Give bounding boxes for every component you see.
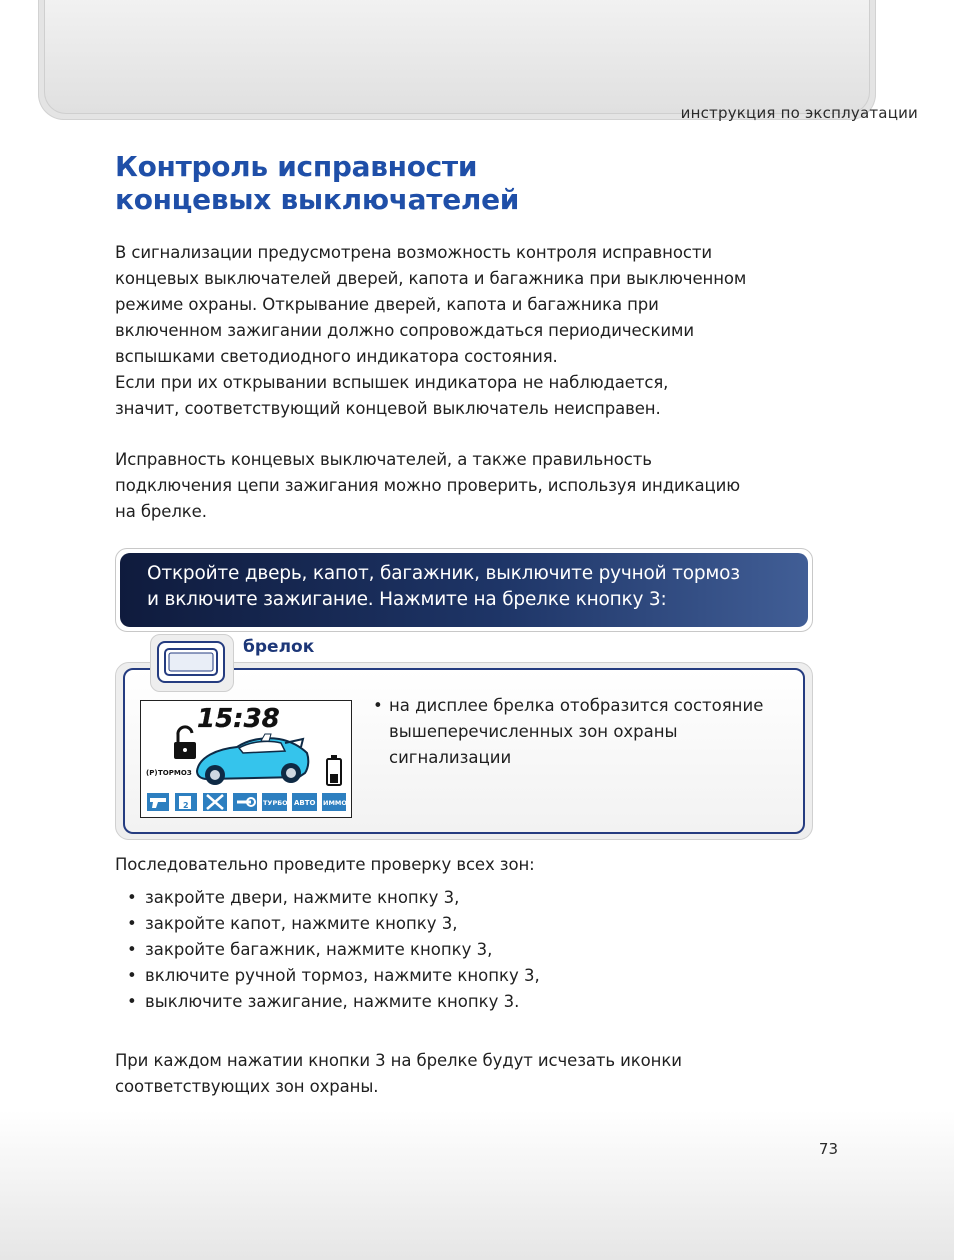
- text-line: вспышками светодиодного индикатора состояния.: [115, 347, 558, 366]
- text-line: В сигнализации предусмотрена возможность контроля исправности: [115, 243, 712, 262]
- instruction-line: Откройте дверь, капот, багажник, выключите ручной тормоз: [147, 563, 740, 584]
- text-line: включенном зажигании должно сопровождаться периодическими: [115, 321, 694, 340]
- turbo-label: ТУРБО: [263, 799, 288, 807]
- fob-panel-bullet-text: [389, 693, 803, 771]
- door-zone-number: 2: [183, 801, 189, 810]
- immo-badge: [322, 793, 347, 811]
- text-line: концевых выключателей дверей, капота и багажника при выключенном: [115, 269, 747, 288]
- text-line: подключения цепи зажигания можно проверить, используя индикацию: [115, 476, 741, 495]
- brake-symbol: (P): [146, 769, 158, 777]
- wrench-icon: [233, 793, 257, 811]
- padlock-open-icon: [174, 727, 196, 759]
- list-item: • включите ручной тормоз, нажмите кнопку 3,: [127, 963, 540, 989]
- list-item: • закройте двери, нажмите кнопку 3,: [127, 885, 540, 911]
- instruction-banner-fill: [120, 553, 808, 627]
- text-line: При каждом нажатии кнопки 3 на брелке будут исчезать иконки: [115, 1051, 682, 1070]
- battery-icon: [327, 755, 341, 785]
- door-icon: [175, 793, 197, 811]
- bullet-marker: •: [373, 696, 383, 715]
- auto-label: АВТО: [294, 799, 316, 807]
- fob-lcd-display: [140, 700, 352, 818]
- list-item: • выключите зажигание, нажмите кнопку 3.: [127, 989, 540, 1015]
- text-line: Исправность концевых выключателей, а также правильность: [115, 450, 652, 469]
- instruction-banner: [115, 548, 813, 632]
- immo-label: ИММО: [323, 799, 347, 807]
- page-title-line: концевых выключателей: [115, 183, 520, 216]
- instruction-line: и включите зажигание. Нажмите на брелке кнопку 3:: [147, 589, 667, 610]
- fob-panel-bullet: [373, 693, 803, 771]
- text-line: режиме охраны. Открывание дверей, капота и багажника при: [115, 295, 659, 314]
- page-title: [115, 150, 519, 216]
- intro-paragraph: [115, 240, 835, 422]
- check-intro: Последовательно проведите проверку всех зон:: [115, 855, 535, 874]
- fob-tab: [150, 634, 234, 692]
- closing-paragraph: [115, 1048, 835, 1100]
- text-line: значит, соответствующий концевой выключатель неисправен.: [115, 399, 661, 418]
- page-number: 73: [818, 1140, 838, 1158]
- crossed-antenna-icon: [203, 793, 227, 811]
- lcd-time: 15:38: [197, 704, 280, 734]
- page-footer-background: [0, 1110, 954, 1260]
- brake-indicator: [145, 767, 192, 777]
- check-paragraph: [115, 447, 835, 525]
- instruction-text: [147, 561, 740, 613]
- page-title-line: Контроль исправности: [115, 150, 478, 183]
- car-icon: [197, 734, 308, 785]
- section-header: инструкция по эксплуатации: [680, 104, 918, 122]
- key-fob-icon: [157, 641, 225, 683]
- auto-badge: [292, 793, 317, 811]
- check-steps-list: [127, 885, 540, 1015]
- pistol-icon: [147, 793, 169, 811]
- text-line: вышеперечисленных зон охраны: [389, 722, 678, 741]
- turbo-badge: [262, 793, 288, 811]
- text-line: на дисплее брелка отобразится состояние: [389, 696, 764, 715]
- header-frame: [38, 0, 876, 120]
- brake-label: ТОРМОЗ: [158, 769, 192, 777]
- fob-label: брелок: [243, 637, 315, 657]
- text-line: на брелке.: [115, 502, 207, 521]
- header-panel: [44, 0, 870, 114]
- list-item: • закройте багажник, нажмите кнопку 3,: [127, 937, 540, 963]
- text-line: соответствующих зон охраны.: [115, 1077, 379, 1096]
- text-line: Если при их открывании вспышек индикатора не наблюдается,: [115, 373, 669, 392]
- text-line: сигнализации: [389, 748, 512, 767]
- list-item: • закройте капот, нажмите кнопку 3,: [127, 911, 540, 937]
